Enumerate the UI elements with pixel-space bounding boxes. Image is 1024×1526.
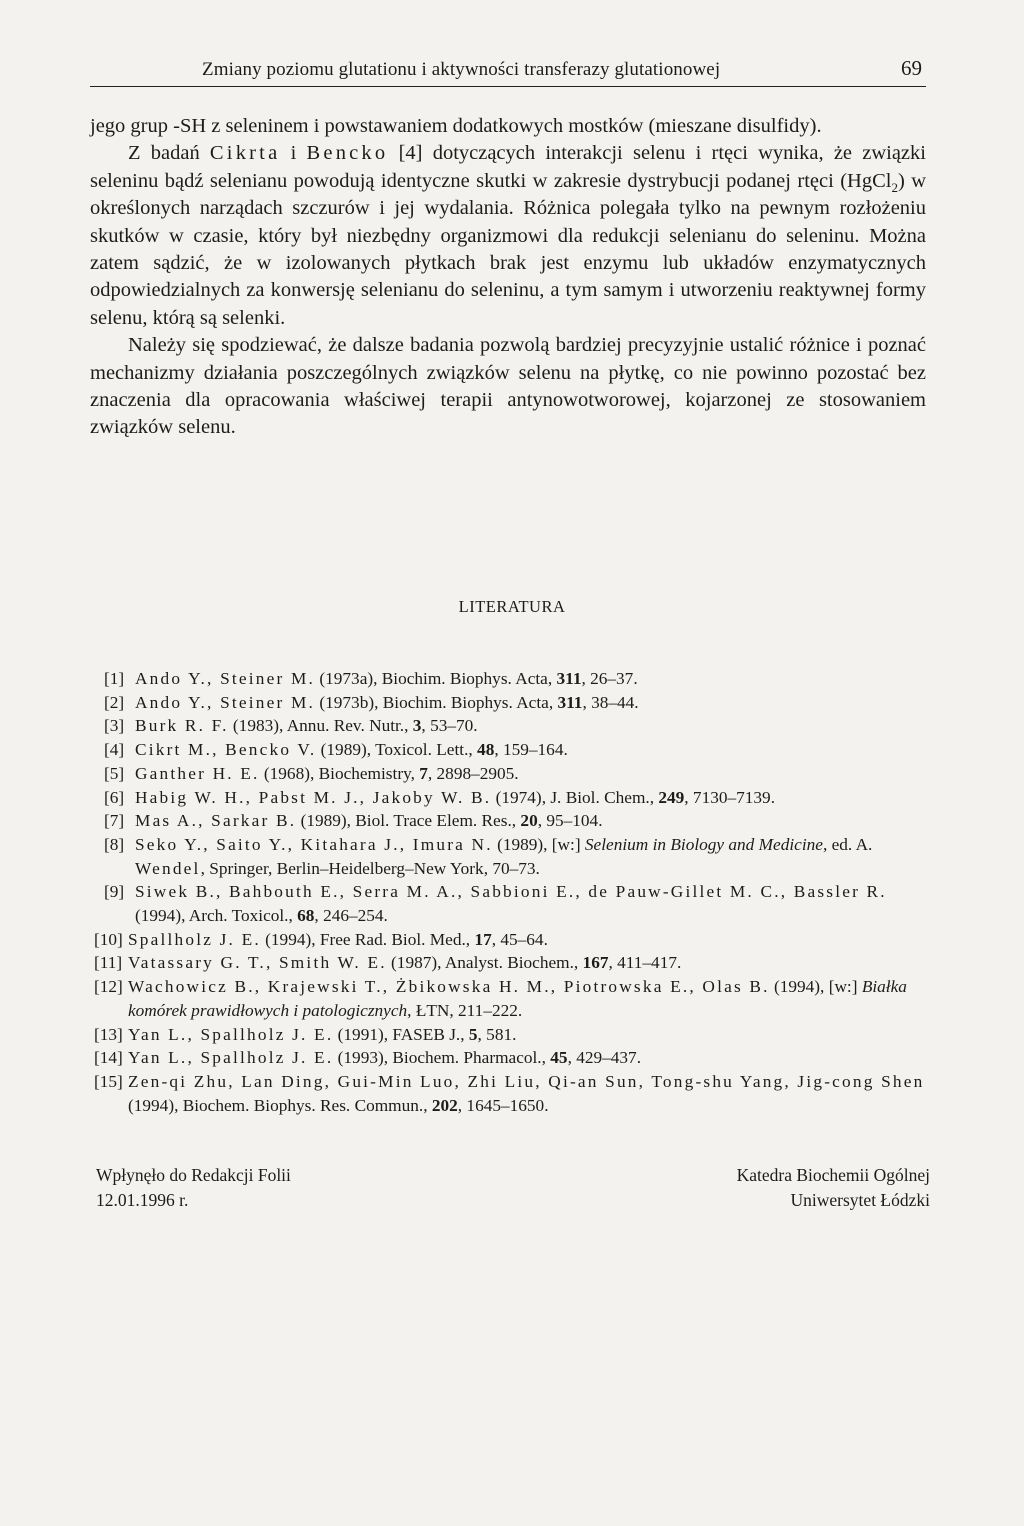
reference-authors: Mas A., Sarkar B. bbox=[135, 811, 297, 831]
reference-text: , 581. bbox=[477, 1024, 517, 1044]
reference-authors: Ganther H. E. bbox=[135, 763, 260, 783]
reference-book-title: Białka komórek prawidłowych i patologicznych bbox=[128, 977, 907, 1020]
reference-volume: 249 bbox=[658, 787, 685, 807]
reference-text: (1994), Free Rad. Biol. Med., bbox=[260, 929, 475, 949]
running-title: Zmiany poziomu glutationu i aktywności transferazy glutationowej bbox=[202, 59, 721, 80]
reference-text: , 95–104. bbox=[537, 811, 603, 831]
paragraph-3: Należy się spodziewać, że dalsze badania pozwolą bardziej precyzyjnie ustalić różnice i poznać mechanizmy działania poszczególnych związków selenu na płytkę, co nie powinno pozostać bez znaczenia dla opracowania właściwej terapii antynowotworowej, kojarzonej ze stosowaniem związków selenu. bbox=[90, 334, 926, 439]
reference-text: , Springer, Berlin–Heidelberg–New York, 70–73. bbox=[200, 858, 540, 878]
reference-item bbox=[104, 833, 930, 880]
received-date: 12.01.1996 r. bbox=[96, 1190, 189, 1210]
page-number: 69 bbox=[901, 56, 922, 80]
reference-text: , 429–437. bbox=[567, 1048, 642, 1068]
author-cikrt: Cikrta bbox=[209, 142, 281, 165]
reference-item bbox=[104, 762, 930, 786]
reference-book-title: Selenium in Biology and Medicine bbox=[584, 834, 823, 854]
paragraph-1: jego grup -SH z seleninem i powstawaniem dodatkowych mostków (mieszane disulfidy). bbox=[90, 115, 822, 137]
reference-volume: 311 bbox=[557, 692, 583, 712]
reference-number: [1] bbox=[104, 669, 125, 688]
reference-volume: 5 bbox=[468, 1024, 478, 1044]
reference-volume: 311 bbox=[556, 669, 582, 688]
reference-item bbox=[94, 975, 930, 1022]
reference-text: (1989), Toxicol. Lett., bbox=[316, 740, 478, 760]
reference-item bbox=[94, 1046, 930, 1070]
reference-volume: 45 bbox=[550, 1048, 568, 1068]
reference-number: [3] bbox=[104, 716, 125, 736]
reference-text: (1973b), Biochim. Biophys. Acta, bbox=[315, 692, 558, 712]
affiliation bbox=[737, 1163, 930, 1213]
reference-authors: Burk R. F. bbox=[135, 716, 229, 736]
reference-text: , 2898–2905. bbox=[427, 763, 519, 783]
reference-item bbox=[104, 809, 930, 833]
department-name: Katedra Biochemii Ogólnej bbox=[736, 1165, 930, 1185]
paragraph-2 bbox=[90, 140, 926, 332]
reference-volume: 68 bbox=[297, 906, 315, 926]
reference-number: [12] bbox=[94, 977, 123, 997]
reference-list bbox=[94, 667, 930, 1117]
reference-text: , 7130–7139. bbox=[684, 787, 776, 807]
author-bencko: Bencko bbox=[306, 142, 389, 165]
reference-number: [8] bbox=[104, 834, 125, 854]
reference-item bbox=[104, 786, 930, 810]
reference-number: [5] bbox=[104, 763, 125, 783]
reference-item bbox=[104, 738, 930, 762]
reference-number: [6] bbox=[104, 787, 125, 807]
reference-item bbox=[94, 951, 930, 975]
reference-volume: 20 bbox=[520, 811, 538, 831]
reference-volume: 7 bbox=[419, 763, 428, 783]
reference-text: (1994), Arch. Toxicol., bbox=[135, 906, 298, 926]
reference-number: [7] bbox=[104, 811, 125, 831]
paragraph-2-text: [4] dotyczących interakcji selenu i rtęci wynika, że związki seleninu bądź selenianu powodują identyczne skutki w zakresie dystrybucji podanej rtęci (HgCl bbox=[90, 142, 926, 192]
reference-item bbox=[94, 928, 930, 952]
reference-number: [13] bbox=[94, 1024, 123, 1044]
body-text bbox=[90, 113, 926, 442]
reference-authors: Cikrt M., Bencko V. bbox=[135, 740, 317, 760]
reference-number: [14] bbox=[94, 1048, 123, 1068]
reference-volume: 17 bbox=[474, 929, 492, 949]
running-header bbox=[90, 56, 926, 87]
reference-item bbox=[94, 1023, 930, 1047]
paragraph-2-text: i bbox=[280, 142, 307, 165]
reference-volume: 167 bbox=[582, 953, 609, 973]
reference-authors: Spallholz J. E. bbox=[128, 929, 261, 949]
reference-authors: Ando Y., Steiner M. bbox=[135, 669, 316, 688]
reference-text: , 53–70. bbox=[421, 716, 478, 736]
reference-item bbox=[104, 880, 930, 927]
reference-volume: 202 bbox=[431, 1095, 458, 1115]
reference-item bbox=[94, 1070, 930, 1117]
reference-number: [4] bbox=[104, 740, 125, 760]
reference-text: , 45–64. bbox=[491, 929, 548, 949]
reference-text: (1994), Biochem. Biophys. Res. Commun., bbox=[128, 1095, 432, 1115]
reference-authors: Vatassary G. T., Smith W. E. bbox=[128, 953, 387, 973]
university-name: Uniwersytet Łódzki bbox=[790, 1190, 930, 1210]
reference-item bbox=[104, 691, 930, 715]
reference-text: (1974), J. Biol. Chem., bbox=[491, 787, 659, 807]
reference-text: (1973a), Biochim. Biophys. Acta, bbox=[315, 669, 557, 688]
reference-text: , ŁTN, 211–222. bbox=[407, 1000, 523, 1020]
reference-text: (1968), Biochemistry, bbox=[259, 763, 420, 783]
reference-authors: Seko Y., Saito Y., Kitahara J., Imura N. bbox=[135, 834, 493, 854]
reference-text: , 159–164. bbox=[494, 740, 568, 760]
reference-text: (1991), FASEB J., bbox=[333, 1024, 469, 1044]
reference-text: (1987), Analyst. Biochem., bbox=[386, 953, 583, 973]
reference-editor: Wendel bbox=[135, 858, 201, 878]
reference-number: [15] bbox=[94, 1071, 123, 1091]
reference-number: [2] bbox=[104, 692, 125, 712]
received-line: Wpłynęło do Redakcji Folii bbox=[96, 1165, 291, 1185]
paragraph-2-text: ) w określonych narządach szczurów i jej wydalania. Różnica polegała tylko na pewnym rozłożeniu skutków w czasie, który był niezbędny organizmowi dla redukcji selenianu do seleninu. Można zatem sądzić, że w izolowanych płytkach brak jest enzymu lub układów enzymatycznych odpowiedzialnych za konwersję selenianu do seleninu, a tym samym i utworzeniu reaktywnej formy selenu, którą są selenki. bbox=[90, 169, 926, 329]
reference-authors: Siwek B., Bahbouth E., Serra M. A., Sabbioni E., de Pauw-Gillet M. C., Bassler R. bbox=[135, 882, 887, 902]
subscript: 2 bbox=[891, 179, 898, 195]
reference-volume: 48 bbox=[477, 740, 495, 760]
reference-number: [9] bbox=[104, 882, 125, 902]
reference-text: (1989), [w:] bbox=[492, 834, 585, 854]
reference-text: (1983), Annu. Rev. Nutr., bbox=[228, 716, 413, 736]
reference-text: , 411–417. bbox=[608, 953, 682, 973]
reference-item bbox=[104, 714, 930, 738]
literature-heading: LITERATURA bbox=[458, 597, 566, 616]
reference-authors: Zen-qi Zhu, Lan Ding, Gui-Min Luo, Zhi Liu, Qi-an Sun, Tong-shu Yang, Jig-cong Shen bbox=[128, 1071, 925, 1091]
reference-number: [10] bbox=[94, 929, 123, 949]
reference-text: , 38–44. bbox=[582, 692, 639, 712]
reference-authors: Wachowicz B., Krajewski T., Żbikowska H. M., Piotrowska E., Olas B. bbox=[128, 977, 770, 997]
reference-text: (1989), Biol. Trace Elem. Res., bbox=[296, 811, 521, 831]
reference-text: , 1645–1650. bbox=[457, 1095, 549, 1115]
reference-authors: Yan L., Spallholz J. E. bbox=[128, 1024, 334, 1044]
reference-text: (1993), Biochem. Pharmacol., bbox=[333, 1048, 551, 1068]
received-note bbox=[96, 1163, 291, 1213]
reference-text: , ed. A. bbox=[822, 834, 873, 854]
paragraph-2-text: Z badań bbox=[128, 142, 210, 165]
reference-volume: 3 bbox=[412, 716, 422, 736]
reference-text: , 246–254. bbox=[314, 906, 388, 926]
reference-text: (1994), [w:] bbox=[769, 977, 862, 997]
reference-authors: Habig W. H., Pabst M. J., Jakoby W. B. bbox=[135, 787, 492, 807]
reference-item bbox=[104, 667, 930, 691]
reference-authors: Yan L., Spallholz J. E. bbox=[128, 1048, 334, 1068]
reference-authors: Ando Y., Steiner M. bbox=[135, 692, 316, 712]
reference-text: , 26–37. bbox=[581, 669, 638, 688]
reference-number: [11] bbox=[94, 953, 123, 973]
